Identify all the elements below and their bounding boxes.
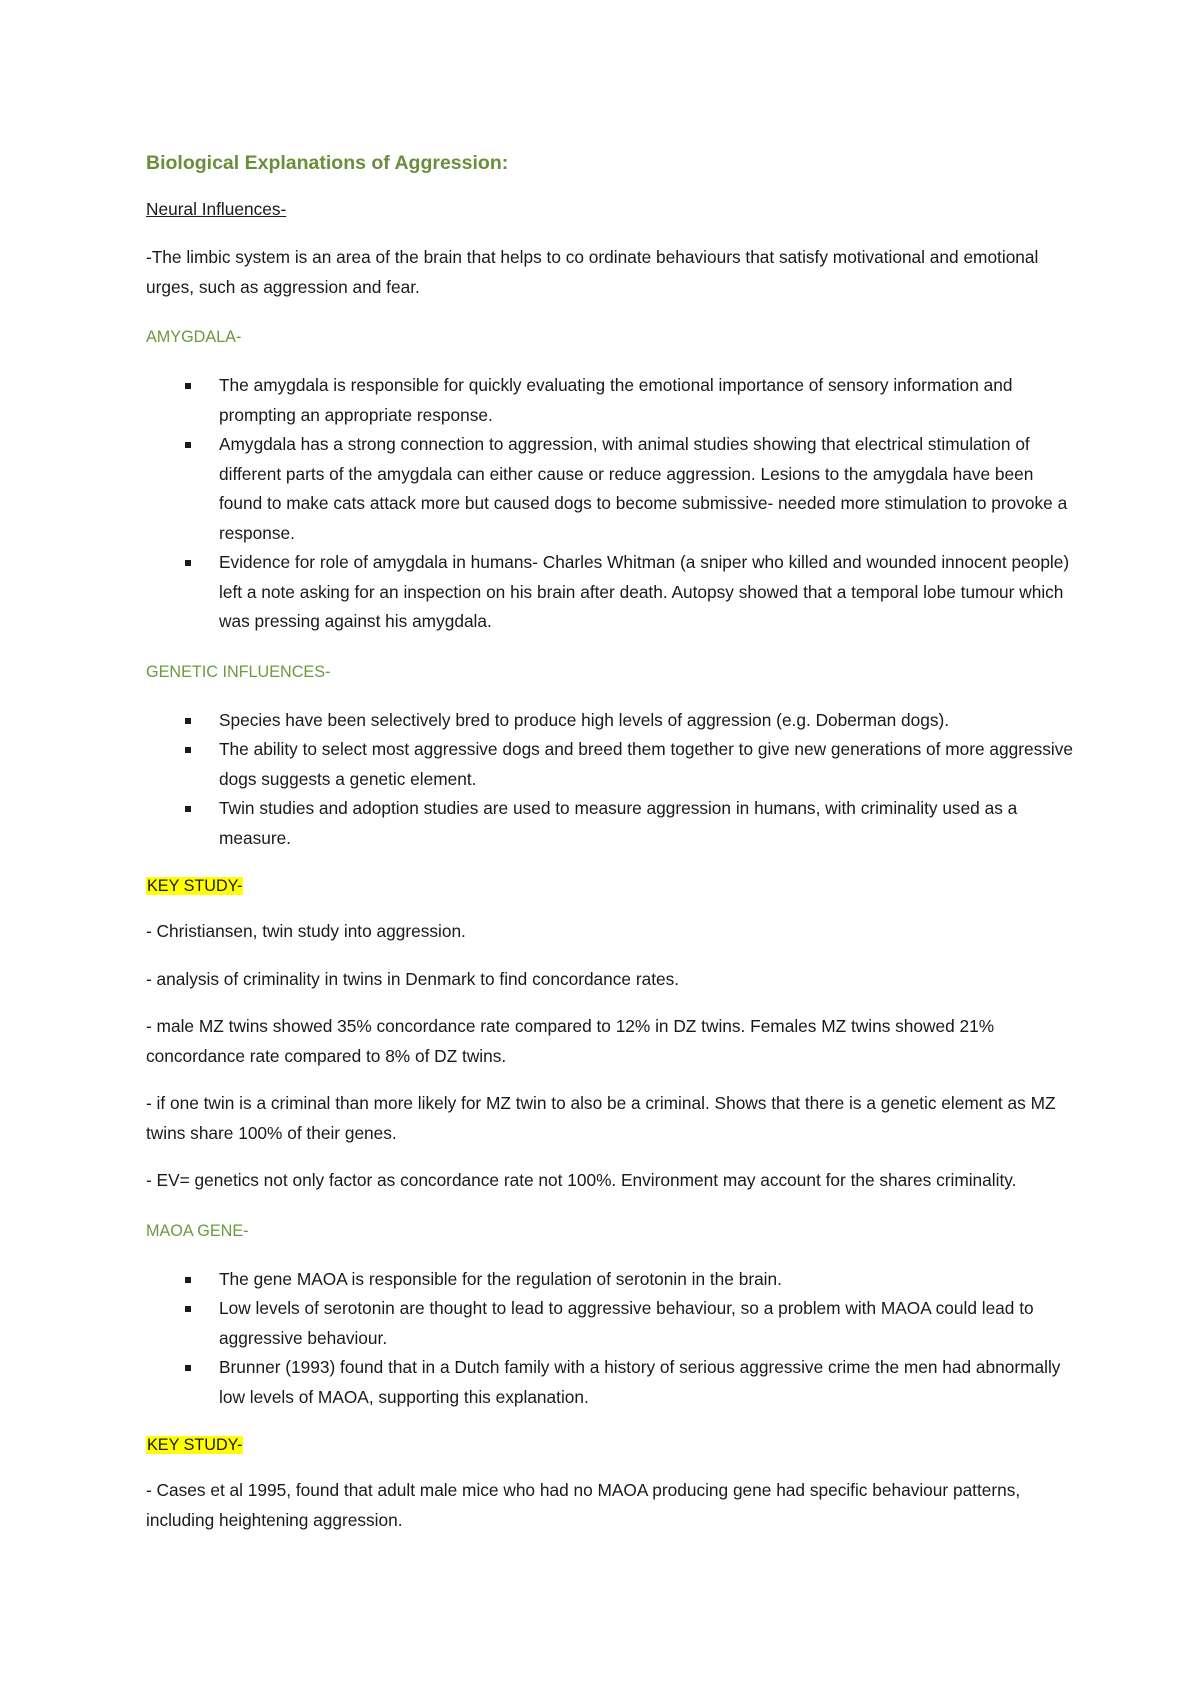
key-study-2-paragraph: - Cases et al 1995, found that adult male mice who had no MAOA producing gene had specific behaviour patterns, including heightening aggression. — [146, 1480, 1021, 1530]
neural-influences-heading: Neural Influences- — [146, 199, 287, 219]
square-bullet-icon — [185, 383, 191, 389]
genetic-bullet-list — [146, 706, 1080, 854]
key-study-1-paragraph: - if one twin is a criminal than more likely for MZ twin to also be a criminal. Shows that there is a genetic element as MZ twins share 100% of their genes. — [146, 1093, 1056, 1143]
neural-intro-paragraph: -The limbic system is an area of the brain that helps to co ordinate behaviours that satisfy motivational and emotional urges, such as aggression and fear. — [146, 247, 1039, 297]
maoa-gene-heading: MAOA GENE- — [146, 1221, 249, 1240]
list-item: Brunner (1993) found that in a Dutch family with a history of serious aggressive crime the men had abnormally low levels of MAOA, supporting this explanation. — [146, 1353, 1080, 1412]
key-study-1-heading: KEY STUDY- — [147, 877, 243, 895]
square-bullet-icon — [185, 718, 191, 724]
key-study-1-paragraph: - EV= genetics not only factor as concordance rate not 100%. Environment may account for the shares criminality. — [146, 1170, 1017, 1190]
maoa-bullet-list — [146, 1265, 1080, 1413]
square-bullet-icon — [185, 560, 191, 566]
document-title: Biological Explanations of Aggression: — [146, 152, 509, 174]
square-bullet-icon — [185, 747, 191, 753]
list-item: The ability to select most aggressive dogs and breed them together to give new generations of more aggressive dogs suggests a genetic element. — [146, 735, 1080, 794]
list-item: The amygdala is responsible for quickly evaluating the emotional importance of sensory information and prompting an appropriate response. — [146, 371, 1080, 430]
key-study-1-paragraph: - male MZ twins showed 35% concordance rate compared to 12% in DZ twins. Females MZ twins showed 21% concordance rate compared to 8% of DZ twins. — [146, 1016, 995, 1066]
key-study-2-heading: KEY STUDY- — [147, 1436, 243, 1454]
list-item: Low levels of serotonin are thought to lead to aggressive behaviour, so a problem with MAOA could lead to aggressive behaviour. — [146, 1294, 1080, 1353]
square-bullet-icon — [185, 806, 191, 812]
square-bullet-icon — [185, 442, 191, 448]
list-item: Evidence for role of amygdala in humans- Charles Whitman (a sniper who killed and wounded innocent people) left a note asking for an inspection on his brain after death. Autopsy showed that a temporal lobe tumour which was pressing against his amygdala. — [146, 548, 1080, 637]
list-item: Twin studies and adoption studies are used to measure aggression in humans, with criminality used as a measure. — [146, 794, 1080, 853]
amygdala-bullet-list — [146, 371, 1080, 637]
key-study-1-paragraph: - Christiansen, twin study into aggression. — [146, 921, 466, 941]
key-study-1-paragraph: - analysis of criminality in twins in Denmark to find concordance rates. — [146, 968, 680, 989]
list-item: Amygdala has a strong connection to aggression, with animal studies showing that electrical stimulation of different parts of the amygdala can either cause or reduce aggression. Lesions to the amygdala have been found to make cats attack more but caused dogs to become submissive- needed more stimulation to provoke a response. — [146, 430, 1080, 548]
square-bullet-icon — [185, 1365, 191, 1371]
square-bullet-icon — [185, 1277, 191, 1283]
square-bullet-icon — [185, 1306, 191, 1312]
list-item: Species have been selectively bred to produce high levels of aggression (e.g. Doberman dogs). — [146, 706, 1080, 736]
genetic-influences-heading: GENETIC INFLUENCES- — [146, 662, 331, 681]
amygdala-heading: AMYGDALA- — [146, 328, 242, 346]
list-item: The gene MAOA is responsible for the regulation of serotonin in the brain. — [146, 1265, 1080, 1295]
